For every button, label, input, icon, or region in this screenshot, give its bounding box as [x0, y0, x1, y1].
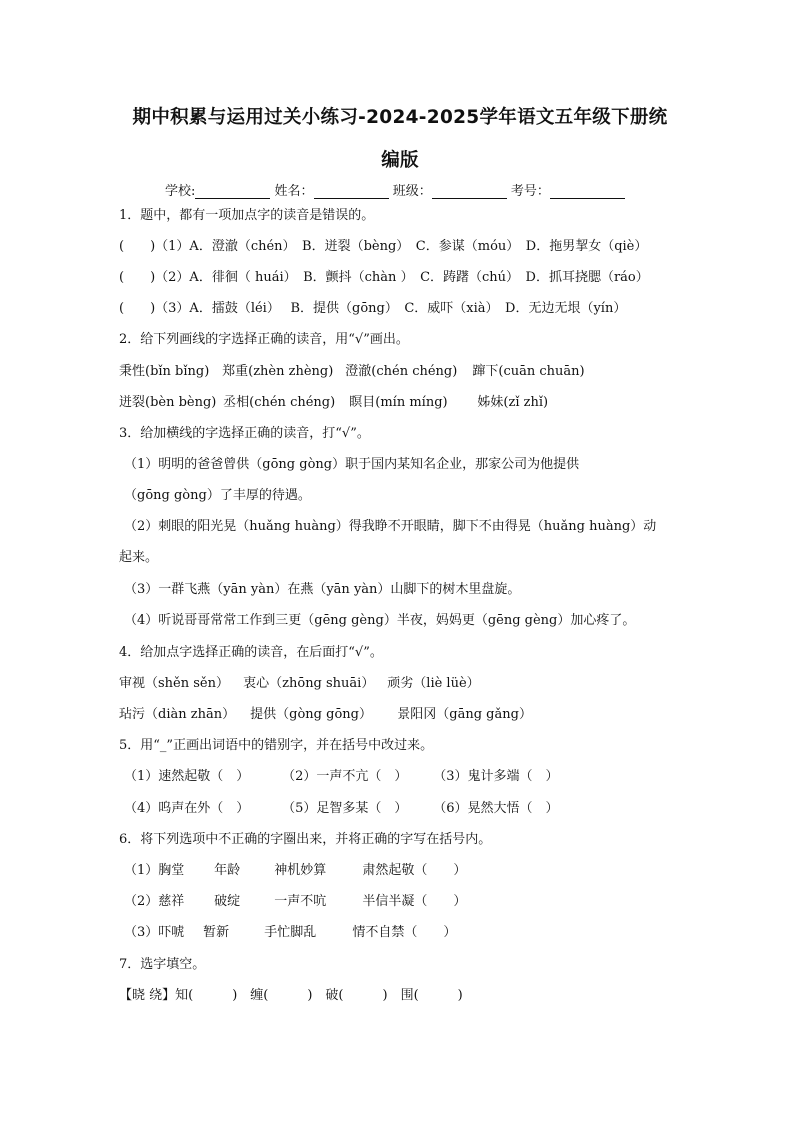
- q7-fill-line[interactable]: 【晓 绕】知( ) 缠( ) 破( ) 围( ): [119, 988, 463, 1003]
- q4-stem: 4．给加点字选择正确的读音，在后面打“√”。: [119, 645, 383, 660]
- q2-option[interactable]: 蹿下(cuān chuān): [472, 364, 585, 379]
- q2-option[interactable]: 瞑目(mín míng): [349, 395, 448, 410]
- q4-option[interactable]: 提供（gòng gōng）: [250, 707, 372, 722]
- q2-row-1: [119, 363, 585, 381]
- q7-stem: 7．选字填空。: [119, 957, 206, 972]
- q1-answer-paren-2[interactable]: ( ): [119, 270, 156, 285]
- school-label: 学校:: [165, 184, 196, 199]
- q6-word[interactable]: 肃然起敬（ ）: [362, 863, 467, 878]
- class-label: 班级：: [392, 184, 432, 199]
- number-label: 考号：: [510, 184, 550, 199]
- q4-option[interactable]: 玷污（diàn zhān）: [119, 707, 236, 722]
- q6-word[interactable]: （3）吓唬: [124, 925, 185, 940]
- q3-sentence-1b: （gōng gòng）了丰厚的待遇。: [124, 488, 311, 503]
- q6-word[interactable]: （1）胸堂: [124, 863, 185, 878]
- q5-item[interactable]: （6）晃然大悟（ ）: [433, 801, 559, 816]
- q2-option[interactable]: 丞相(chén chéng): [223, 395, 336, 410]
- q3-sentence-2a: （2）刺眼的阳光晃（huǎng huàng）得我睁不开眼睛，脚下不由得晃（huǎng huàng）动: [124, 519, 657, 534]
- q6-word[interactable]: （2）慈祥: [124, 894, 185, 909]
- q6-word[interactable]: 年龄: [214, 863, 241, 878]
- q3-sentence-2b: 起来。: [119, 550, 159, 565]
- q1-item-1: [119, 238, 647, 256]
- q1-item-text: （2）A．徘徊（ huái） B．颤抖（chàn ） C．踌躇（chú） D．抓耳挠腮（ráo）: [155, 270, 649, 285]
- q1-item-text: （1）A．澄澈（chén） B．迸裂（bèng） C．参谋（móu） D．拖男挈女（qiè）: [155, 239, 648, 254]
- q4-option[interactable]: 景阳冈（gāng gǎng）: [397, 707, 532, 722]
- q5-row-2: [124, 800, 559, 818]
- q1-item-3: [119, 300, 626, 318]
- q6-word[interactable]: 破绽: [214, 894, 241, 909]
- q5-item[interactable]: （3）鬼计多端（ ）: [433, 769, 559, 784]
- page-title-line2: 编版: [381, 150, 419, 171]
- q1-item-text: （3）A．擂鼓（léi） B．提供（gōng） C．威吓（xià） D．无边无垠（yín）: [155, 301, 627, 316]
- student-info-row: [165, 180, 625, 199]
- class-blank[interactable]: [432, 186, 507, 199]
- q2-row-2: [119, 394, 548, 412]
- q4-option[interactable]: 衷心（zhōng shuāi）: [243, 676, 375, 691]
- q3-sentence-4: （4）听说哥哥常常工作到三更（gēng gèng）半夜，妈妈更（gēng gèng）加心疼了。: [124, 613, 636, 628]
- q6-word[interactable]: 手忙脚乱: [264, 925, 317, 940]
- q2-option[interactable]: 姊妹(zǐ zhǐ): [477, 395, 549, 410]
- q1-answer-paren-3[interactable]: ( ): [119, 301, 156, 316]
- q2-option[interactable]: 澄澈(chén chéng): [345, 364, 458, 379]
- q1-answer-paren-1[interactable]: ( ): [119, 239, 156, 254]
- q6-row-1: [124, 862, 466, 880]
- school-blank[interactable]: [195, 186, 270, 199]
- q5-item[interactable]: （4）呜声在外（ ）: [124, 801, 250, 816]
- q6-word[interactable]: 情不自禁（ ）: [352, 925, 457, 940]
- q6-word[interactable]: 暂新: [203, 925, 230, 940]
- q6-row-2: [124, 893, 466, 911]
- name-blank[interactable]: [314, 186, 389, 199]
- q5-item[interactable]: （5）足智多某（ ）: [282, 801, 408, 816]
- q4-option[interactable]: 顽劣（liè lüè）: [387, 676, 480, 691]
- q3-sentence-3: （3）一群飞燕（yān yàn）在燕（yān yàn）山脚下的树木里盘旋。: [124, 582, 521, 597]
- q3-stem: 3．给加横线的字选择正确的读音，打“√”。: [119, 426, 370, 441]
- q5-item[interactable]: （2）一声不亢（ ）: [282, 769, 408, 784]
- q6-word[interactable]: 一声不吭: [274, 894, 327, 909]
- q6-row-3: [124, 924, 456, 942]
- q2-stem: 2．给下列画线的字选择正确的读音，用“√”画出。: [119, 332, 409, 347]
- q4-row-1: [119, 675, 480, 693]
- q6-word[interactable]: 神机妙算: [274, 863, 327, 878]
- q2-option[interactable]: 迸裂(bèn bèng): [119, 395, 217, 410]
- q3-sentence-1a: （1）明明的爸爸曾供（gōng gòng）职于国内某知名企业，那家公司为他提供: [124, 457, 580, 472]
- q4-row-2: [119, 706, 532, 724]
- q5-stem: 5．用“_”正画出词语中的错别字，并在括号中改过来。: [119, 738, 434, 753]
- q2-option[interactable]: 郑重(zhèn zhèng): [222, 364, 334, 379]
- q6-stem: 6．将下列选项中不正确的字圈出来，并将正确的字写在括号内。: [119, 832, 492, 847]
- q5-item[interactable]: （1）速然起敬（ ）: [124, 769, 250, 784]
- q1-stem: 1．题中，都有一项加点字的读音是错误的。: [119, 208, 375, 223]
- number-blank[interactable]: [550, 186, 625, 199]
- q5-row-1: [124, 768, 559, 786]
- q4-option[interactable]: 审视（shěn sěn）: [119, 676, 229, 691]
- name-label: 姓名：: [274, 184, 314, 199]
- page-title-line1: 期中积累与运用过关小练习-2024-2025学年语文五年级下册统: [132, 107, 668, 128]
- q2-option[interactable]: 秉性(bǐn bǐng): [119, 364, 210, 379]
- q1-item-2: [119, 269, 649, 287]
- q6-word[interactable]: 半信半凝（ ）: [362, 894, 467, 909]
